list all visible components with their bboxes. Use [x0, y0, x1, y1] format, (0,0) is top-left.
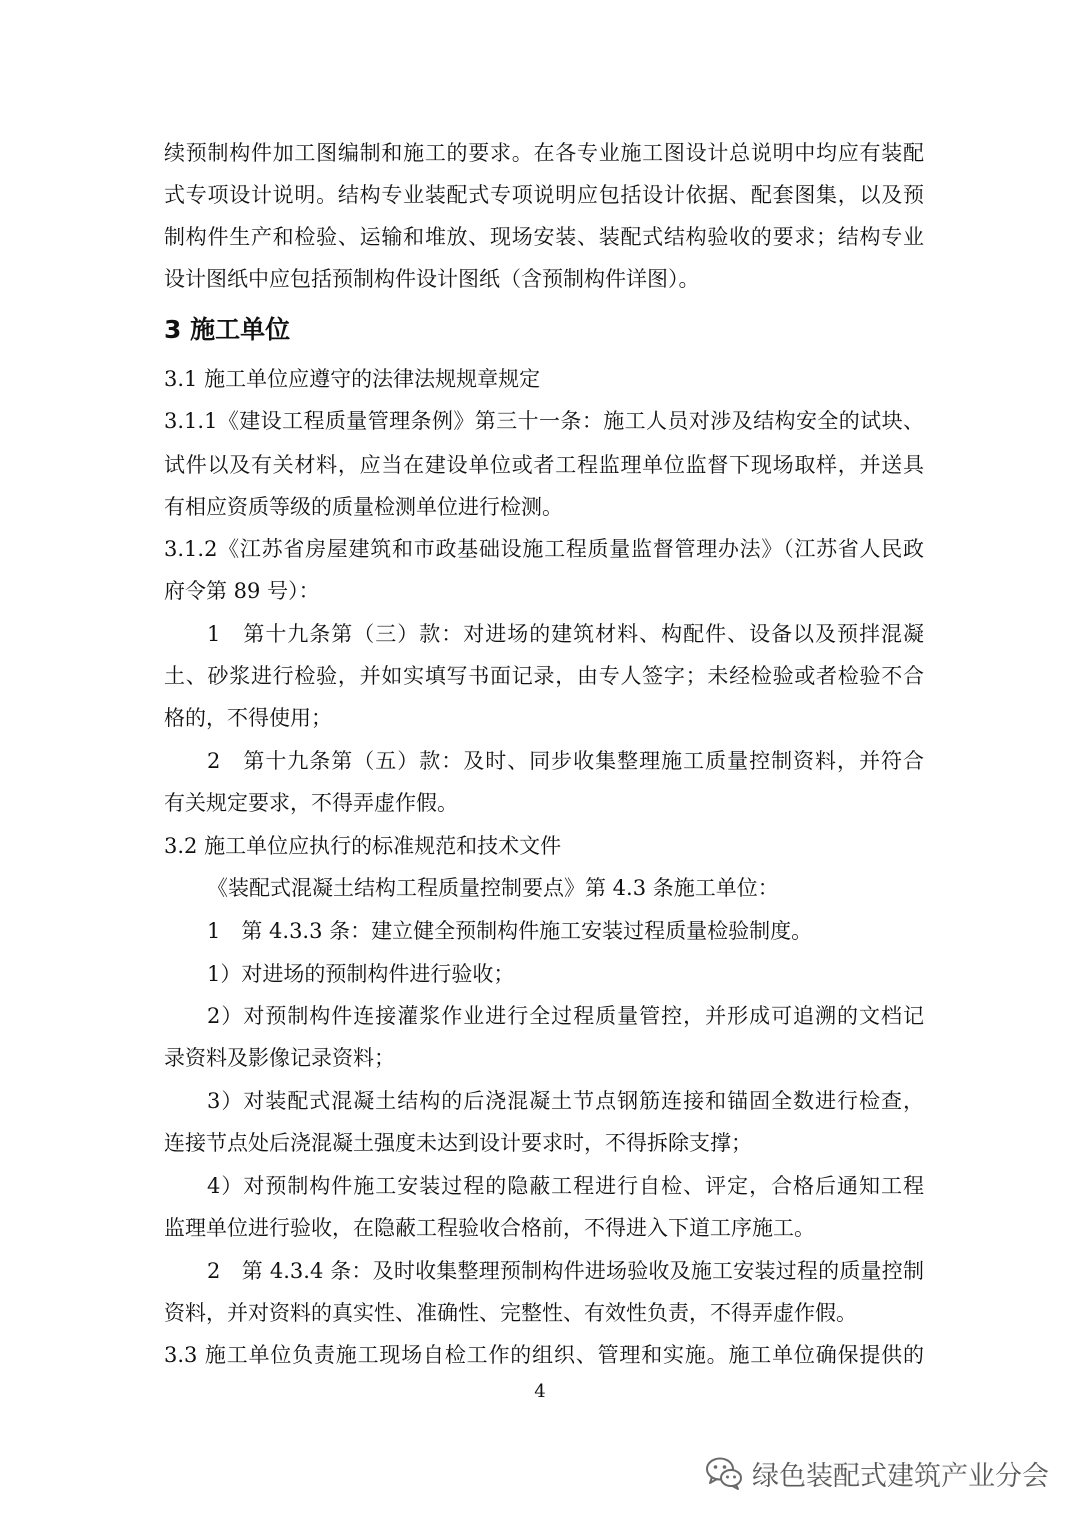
- sub-item-line: 2）对预制构件连接灌浆作业进行全过程质量管控，并形成可追溯的文档记: [207, 1004, 924, 1028]
- clause-line: 3.1.2《江苏省房屋建筑和市政基础设施工程质量监督管理办法》（江苏省人民政: [164, 537, 924, 561]
- clause-line: 试件以及有关材料，应当在建设单位或者工程监理单位监督下现场取样，并送具: [164, 453, 924, 477]
- clause-line: 府令第 89 号）：: [164, 579, 320, 603]
- body-line: 设计图纸中应包括预制构件设计图纸（含预制构件详图）。: [164, 267, 700, 291]
- list-item-line: 格的，不得使用；: [164, 706, 332, 730]
- list-item-line: 资料，并对资料的真实性、准确性、完整性、有效性负责，不得弄虚作假。: [164, 1301, 857, 1325]
- watermark-text: 绿色装配式建筑产业分会: [752, 1460, 1049, 1492]
- wechat-icon: [704, 1455, 744, 1491]
- sub-item-line: 录资料及影像记录资料；: [164, 1046, 395, 1070]
- body-line: 制构件生产和检验、运输和堆放、现场安装、装配式结构验收的要求；结构专业: [164, 225, 924, 249]
- subsection-heading: 3.1 施工单位应遵守的法律法规规章规定: [164, 367, 541, 391]
- sub-item-line: 监理单位进行验收，在隐蔽工程验收合格前，不得进入下道工序施工。: [164, 1216, 815, 1240]
- subsection-heading: 3.2 施工单位应执行的标准规范和技术文件: [164, 834, 562, 858]
- list-item-line: 1 第 4.3.3 条：建立健全预制构件施工安装过程质量检验制度。: [207, 919, 813, 943]
- section-heading: 3 施工单位: [164, 315, 291, 344]
- sub-item-line: 连接节点处后浇混凝土强度未达到设计要求时，不得拆除支撑；: [164, 1131, 752, 1155]
- list-item-line: 1 第十九条第（三）款：对进场的建筑材料、构配件、设备以及预拌混凝: [207, 622, 924, 646]
- list-item-line: 2 第 4.3.4 条：及时收集整理预制构件进场验收及施工安装过程的质量控制: [207, 1259, 924, 1283]
- clause-line: 3.3 施工单位负责施工现场自检工作的组织、管理和实施。施工单位确保提供的: [164, 1343, 924, 1367]
- list-item-line: 土、砂浆进行检验，并如实填写书面记录，由专人签字；未经检验或者检验不合: [164, 664, 924, 688]
- clause-line: 3.1.1《建设工程质量管理条例》第三十一条：施工人员对涉及结构安全的试块、: [164, 409, 924, 433]
- page-number: 4: [534, 1381, 546, 1402]
- body-line: 续预制构件加工图编制和施工的要求。在各专业施工图设计总说明中均应有装配: [164, 141, 924, 165]
- sub-item-line: 4）对预制构件施工安装过程的隐蔽工程进行自检、评定，合格后通知工程: [207, 1174, 924, 1198]
- list-item-line: 2 第十九条第（五）款：及时、同步收集整理施工质量控制资料，并符合: [207, 749, 924, 773]
- intro-line: 《装配式混凝土结构工程质量控制要点》第 4.3 条施工单位：: [207, 876, 779, 900]
- body-line: 式专项设计说明。结构专业装配式专项说明应包括设计依据、配套图集，以及预: [164, 183, 924, 207]
- sub-item-line: 3）对装配式混凝土结构的后浇混凝土节点钢筋连接和锚固全数进行检查，: [207, 1089, 924, 1113]
- watermark: [704, 1451, 1049, 1495]
- list-item-line: 有关规定要求，不得弄虚作假。: [164, 791, 458, 815]
- clause-line: 有相应资质等级的质量检测单位进行检测。: [164, 495, 563, 519]
- sub-item-line: 1）对进场的预制构件进行验收；: [207, 962, 515, 986]
